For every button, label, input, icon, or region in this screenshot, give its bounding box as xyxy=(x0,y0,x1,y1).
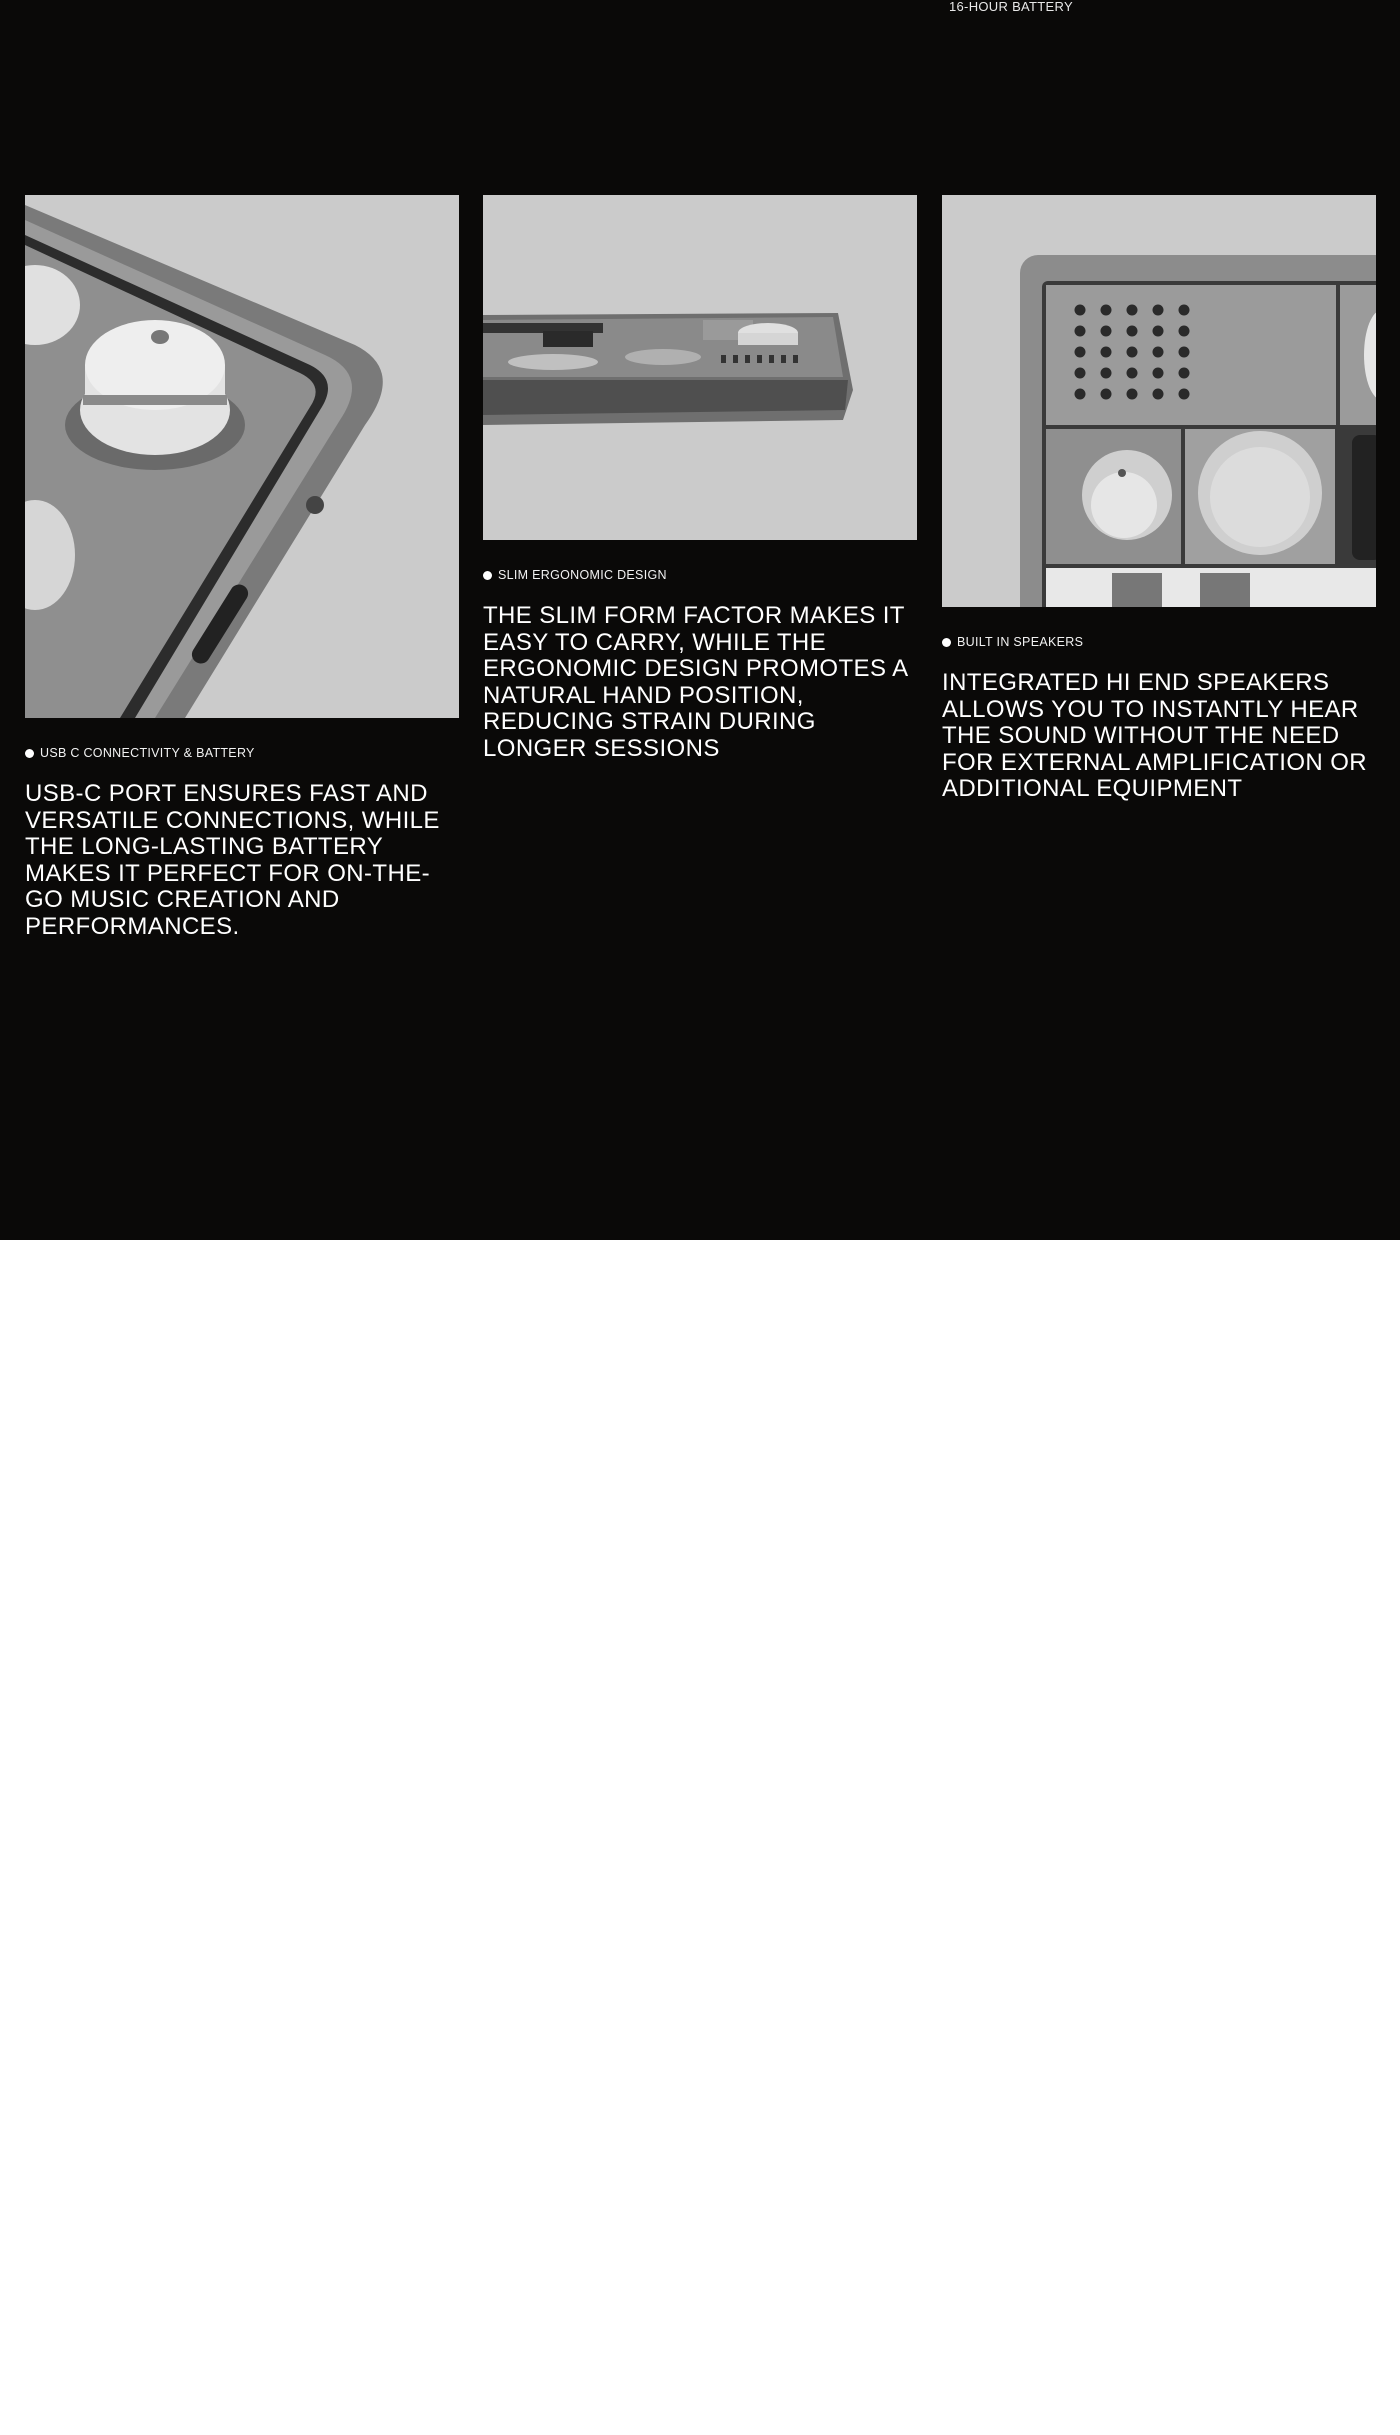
speaker-grille-hole xyxy=(1179,347,1190,358)
feature-tag-usb xyxy=(25,746,459,760)
speaker-grille-hole xyxy=(1101,389,1112,400)
speaker-grille-hole xyxy=(1075,389,1086,400)
speaker-grille-hole xyxy=(1075,326,1086,337)
speaker-grille-hole xyxy=(1179,389,1190,400)
speaker-grille-hole xyxy=(1153,347,1164,358)
speaker-grille-hole xyxy=(1075,368,1086,379)
feature-tag-speakers xyxy=(942,635,1376,649)
feature-image-speakers xyxy=(942,195,1376,607)
speaker-grille-hole xyxy=(1153,368,1164,379)
speaker-grille-hole xyxy=(1179,368,1190,379)
bullet-dot-icon xyxy=(942,638,951,647)
speaker-grille-hole xyxy=(1153,326,1164,337)
feature-tag-slim xyxy=(483,568,917,582)
feature-description-speakers: INTEGRATED HI END SPEAKERS ALLOWS YOU TO INSTANTLY HEAR THE SOUND WITHOUT THE NEED FOR EXTERNAL AMPLIFICATION OR ADDITIONAL EQUIPMENT xyxy=(942,669,1367,802)
feature-image-usb xyxy=(25,195,459,718)
speaker-grille-hole xyxy=(1127,326,1138,337)
speaker-grille-hole xyxy=(1179,326,1190,337)
battery-label: 16-HOUR BATTERY xyxy=(949,0,1073,14)
speaker-grille-hole xyxy=(1101,368,1112,379)
bullet-dot-icon xyxy=(483,571,492,580)
speaker-grille-hole xyxy=(1101,347,1112,358)
feature-tag-text: SLIM ERGONOMIC DESIGN xyxy=(498,568,667,582)
feature-description-slim: THE SLIM FORM FACTOR MAKES IT EASY TO CARRY, WHILE THE ERGONOMIC DESIGN PROMOTES A NATURAL HAND POSITION, REDUCING STRAIN DURING LONGER SESSIONS xyxy=(483,602,908,762)
feature-card-slim xyxy=(483,195,917,762)
speaker-grille-hole xyxy=(1153,305,1164,316)
speaker-grille-hole xyxy=(1075,347,1086,358)
feature-tag-text: USB C CONNECTIVITY & BATTERY xyxy=(40,746,255,760)
bullet-dot-icon xyxy=(25,749,34,758)
speaker-grille-hole xyxy=(1179,305,1190,316)
feature-description-usb: USB-C PORT ENSURES FAST AND VERSATILE CONNECTIONS, WHILE THE LONG-LASTING BATTERY MAKES IT PERFECT FOR ON-THE-GO MUSIC CREATION AND PERFORMANCES. xyxy=(25,780,440,940)
speaker-grille-hole xyxy=(1101,305,1112,316)
feature-card-speakers xyxy=(942,195,1376,803)
speaker-grille-hole xyxy=(1075,305,1086,316)
speaker-grille-hole xyxy=(1127,305,1138,316)
feature-card-usb xyxy=(25,195,459,940)
speaker-grille-hole xyxy=(1127,347,1138,358)
feature-image-slim xyxy=(483,195,917,540)
feature-tag-text: BUILT IN SPEAKERS xyxy=(957,635,1084,649)
speaker-grille-hole xyxy=(1153,389,1164,400)
speaker-grille-hole xyxy=(1127,368,1138,379)
speaker-grille-hole xyxy=(1101,326,1112,337)
speaker-grille-hole xyxy=(1127,389,1138,400)
